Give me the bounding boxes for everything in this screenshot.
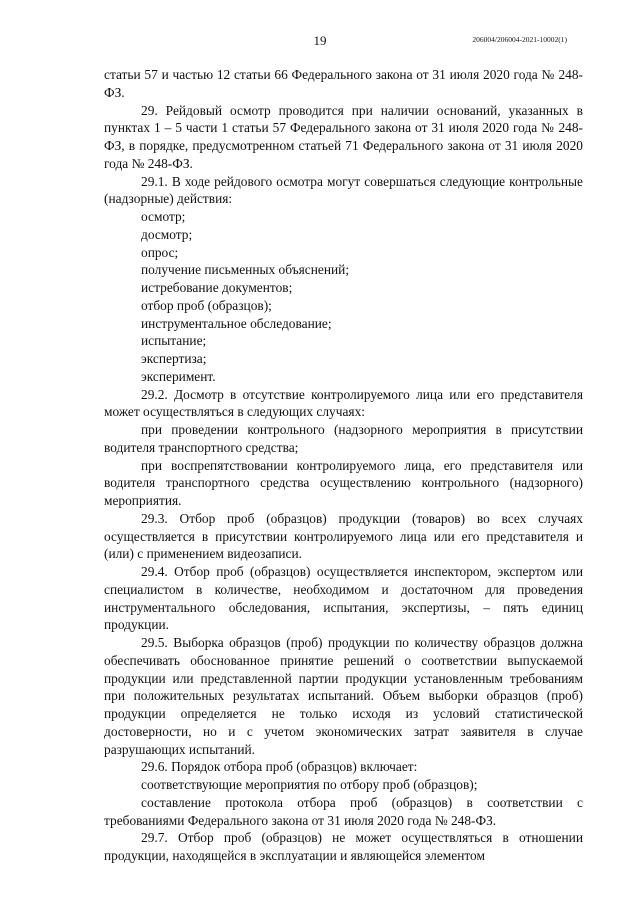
paragraph: 29.7. Отбор проб (образцов) не может осуществляться в отношении продукции, находящейся в эксплуатации и являющейся элементом: [104, 830, 583, 863]
list-item: отбор проб (образцов);: [141, 297, 272, 313]
document-body: [104, 66, 583, 865]
paragraph: статьи 57 и частью 12 статьи 66 Федерального закона от 31 июля 2020 года № 248-ФЗ.: [104, 67, 583, 100]
list-item: эксперимент.: [141, 368, 216, 384]
paragraph: составление протокола отбора проб (образцов) в соответствии с требованиями Федерального закона от 31 июля 2020 года № 248-ФЗ.: [104, 794, 583, 828]
paragraph: соответствующие мероприятия по отбору проб (образцов);: [141, 777, 478, 792]
paragraph: 29.4. Отбор проб (образцов) осуществляется инспектором, экспертом или специалистом в количестве, необходимом и достаточном для проведения инструментального обследования, испытания, экспертизы, – пять единиц продукции.: [104, 564, 583, 633]
list-item: получение письменных объяснений;: [141, 262, 350, 278]
list-item: экспертиза;: [141, 351, 207, 366]
list-item: инструментальное обследование;: [141, 315, 332, 331]
paragraph: при воспрепятствовании контролируемого лица, его представителя или водителя транспортного средства осуществлению контрольного (надзорного) мероприятия.: [104, 457, 583, 508]
list-item: опрос;: [141, 244, 179, 260]
paragraph: 29. Рейдовый осмотр проводится при наличии оснований, указанных в пунктах 1 – 5 части 1 статьи 57 Федерального закона от 31 июля 2020 года № 248-ФЗ, в порядке, предусмотренном статьей 71 Федерального закона от 31 июля 2020 года № 248-ФЗ.: [104, 102, 583, 171]
list-item: осмотр;: [141, 209, 186, 224]
paragraph: при проведении контрольного (надзорного мероприятия в присутствии водителя транспортного средства;: [104, 422, 583, 455]
list-item: истребование документов;: [141, 280, 293, 295]
paragraph: 29.3. Отбор проб (образцов) продукции (товаров) во всех случаях осуществляется в присутствии контролируемого лица или его представителя и (или) с применением видеозаписи.: [104, 510, 583, 562]
paragraph: 29.2. Досмотр в отсутствие контролируемого лица или его представителя может осуществляться в следующих случаях:: [104, 386, 583, 420]
list-item: испытание;: [141, 333, 207, 349]
paragraph: 29.1. В ходе рейдового осмотра могут совершаться следующие контрольные (надзорные) действия:: [104, 173, 583, 207]
document-code: 206004/206004-2021-10002(1): [472, 35, 567, 44]
paragraph: 29.5. Выборка образцов (проб) продукции по количеству образцов должна обеспечивать обоснованное принятие решений о соответствии выпускаемой продукции или представленной партии продукции установленным требованиям при положительных результатах испытаний. Объем выборки образцов (проб) продукции определяется не только исходя из условий статистической достоверности, но и с учетом экономических затрат заявителя в случае разрушающих испытаний.: [104, 635, 583, 757]
list-item: досмотр;: [141, 226, 193, 242]
paragraph: 29.6. Порядок отбора проб (образцов) включает:: [141, 759, 418, 775]
page-number: 19: [313, 33, 327, 48]
